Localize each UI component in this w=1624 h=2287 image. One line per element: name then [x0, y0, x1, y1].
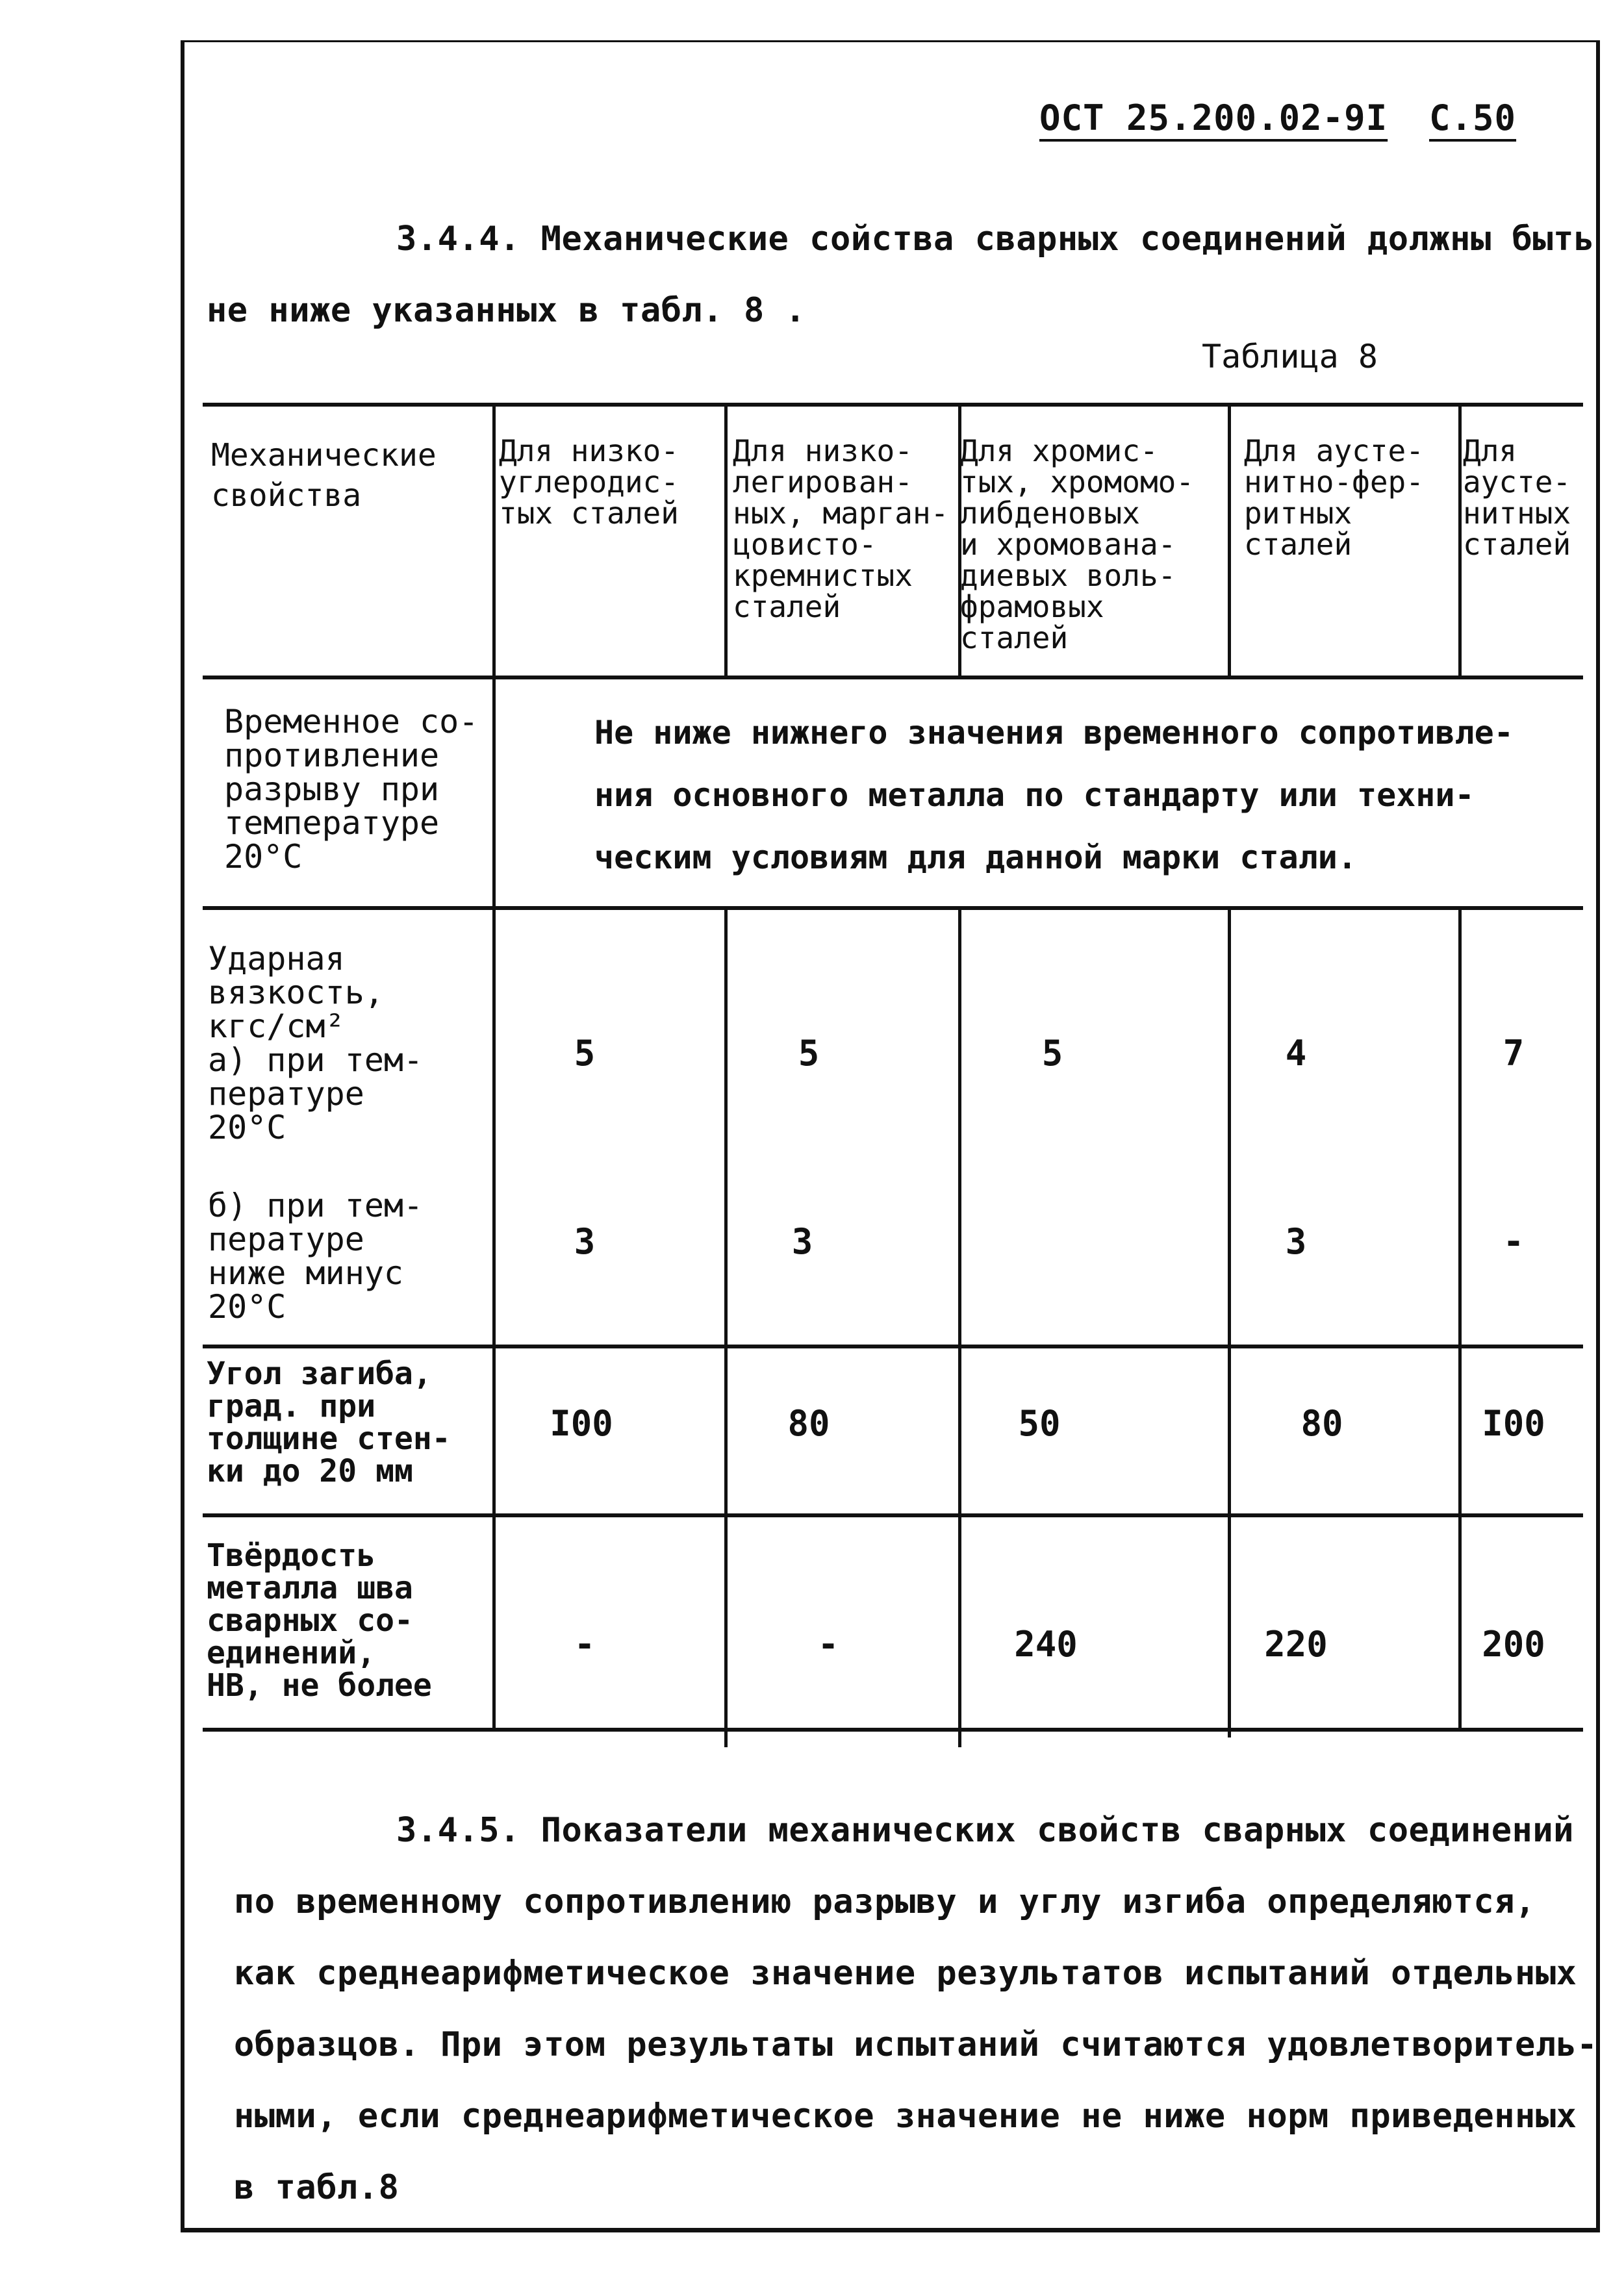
table-col-divider-4	[1228, 406, 1231, 679]
impact-b-value-low-alloy: 3	[791, 1221, 813, 1262]
impact-a-value-low-carbon: 5	[574, 1033, 596, 1074]
hardness-value-chromium: 240	[1014, 1624, 1078, 1665]
impact-b-value-austenitic-ferritic: 3	[1285, 1221, 1307, 1262]
section-3-4-4-line-1: 3.4.4. Механические сойства сварных соединений должны быть	[396, 220, 1595, 259]
bend-value-low-carbon: I00	[550, 1403, 613, 1444]
impact-a-value-austenitic-ferritic: 4	[1285, 1033, 1307, 1074]
impact-b-value-low-carbon: 3	[574, 1221, 596, 1262]
page-header	[1039, 97, 1533, 138]
table-col-divider-4b	[1228, 909, 1231, 1737]
impact-b-value-austenitic: -	[1503, 1221, 1525, 1262]
table-rule-header-bottom	[203, 676, 1583, 679]
section-3-4-4-line-2: не ниже указанных в табл. 8 .	[207, 291, 806, 330]
impact-a-value-austenitic: 7	[1503, 1033, 1525, 1074]
table-col-divider-1	[492, 406, 496, 1728]
tensile-strength-requirement: Не ниже нижнего значения временного сопротивле- ния основного металла по стандарту или техни- ческим условиям для данной марки стали.	[594, 714, 1514, 876]
table-rule-top	[203, 403, 1583, 407]
section-3-4-5-line-3: как среднеарифметическое значение результатов испытаний отдельных	[234, 1954, 1577, 1993]
impact-a-value-chromium: 5	[1041, 1033, 1063, 1074]
bend-value-austenitic: I00	[1482, 1403, 1545, 1444]
document-code: ОСТ 25.200.02-9I	[1039, 97, 1388, 138]
row-label-impact-b: б) при тем- пературе ниже минус 20°С	[208, 1187, 424, 1326]
column-header-property: Механические свойства	[211, 437, 437, 514]
hardness-value-austenitic-ferritic: 220	[1264, 1624, 1328, 1665]
table-rule-bend-bottom	[203, 1513, 1583, 1517]
page-number: С.50	[1429, 97, 1517, 138]
table-rule-tensile-bottom	[203, 906, 1583, 910]
column-header-low-carbon: Для низко- углеродис- тых сталей	[499, 433, 679, 531]
row-label-tensile-strength: Временное со- противление разрыву при температуре 20°С	[224, 703, 479, 876]
table-col-divider-2b	[724, 909, 728, 1747]
table-caption: Таблица 8	[1202, 338, 1378, 375]
column-header-low-alloy: Для низко- легирован- ных, марган- цовисто- кремнистых сталей	[733, 433, 949, 624]
table-col-divider-5b	[1458, 909, 1462, 1728]
row-label-bend-angle: Угол загиба, град. при толщине стен- ки до 20 мм	[207, 1356, 451, 1489]
hardness-value-low-alloy: -	[817, 1624, 839, 1665]
row-label-hardness: Твёрдость металла шва сварных со- единений, НВ, не более	[207, 1537, 432, 1704]
bend-value-austenitic-ferritic: 80	[1300, 1403, 1343, 1444]
section-3-4-5-line-1: 3.4.5. Показатели механических свойств сварных соединений	[396, 1811, 1574, 1850]
bend-value-low-alloy: 80	[787, 1403, 830, 1444]
section-3-4-5-line-5: ными, если среднеарифметическое значение не ниже норм приведенных	[234, 2097, 1577, 2136]
column-header-chromium: Для хромис- тых, хромомо- либденовых и хромована- диевых воль- фрамовых сталей	[960, 433, 1195, 655]
impact-a-value-low-alloy: 5	[798, 1033, 820, 1074]
column-header-austenitic: Для аусте- нитных сталей	[1463, 433, 1571, 562]
table-rule-impact-bottom	[203, 1345, 1583, 1348]
section-3-4-5-line-4: образцов. При этом результаты испытаний считаются удовлетворитель-	[234, 2025, 1598, 2064]
table-rule-bottom	[203, 1728, 1583, 1732]
table-col-divider-5	[1458, 406, 1462, 679]
bend-value-chromium: 50	[1018, 1403, 1061, 1444]
section-3-4-5-line-2: по временному сопротивлению разрыву и углу изгиба определяются,	[234, 1882, 1536, 1921]
column-header-austenitic-ferritic: Для аусте- нитно-фер- ритных сталей	[1244, 433, 1424, 562]
row-label-impact-a: Ударная вязкость, кгс/см² а) при тем- пературе 20°С	[208, 940, 424, 1146]
section-3-4-5-line-6: в табл.8	[234, 2168, 400, 2207]
table-col-divider-2	[724, 406, 728, 679]
hardness-value-low-carbon: -	[574, 1624, 596, 1665]
hardness-value-austenitic: 200	[1482, 1624, 1545, 1665]
table-col-divider-3b	[958, 909, 961, 1747]
